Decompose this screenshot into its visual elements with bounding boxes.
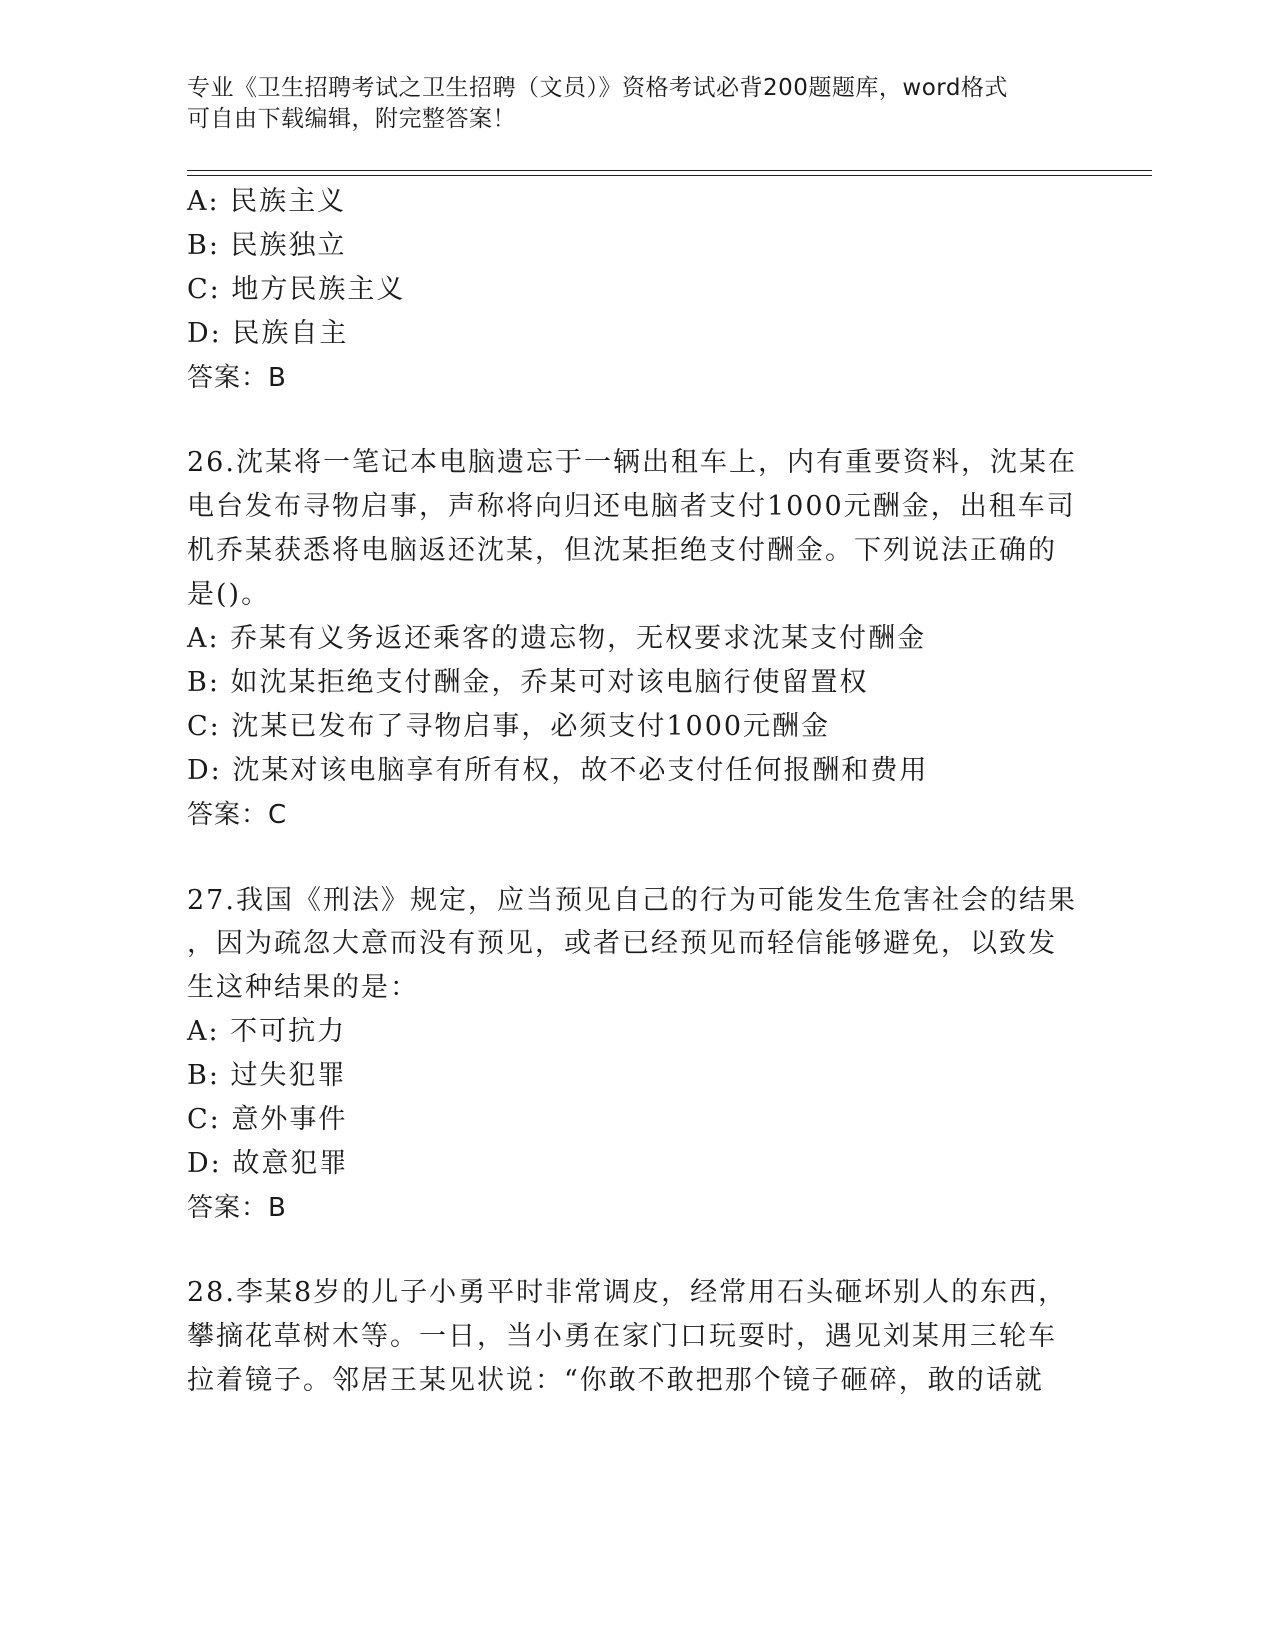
q27-option-c: C: 意外事件: [187, 1104, 348, 1135]
q25-option-c: C: 地方民族主义: [187, 274, 406, 305]
q27-stem-line-3: 生这种结果的是：: [187, 972, 419, 1003]
header-divider-top: [187, 170, 1152, 171]
header-divider-bottom: [187, 175, 1152, 176]
q28-stem-line-3: 拉着镜子。邻居王某见状说：“你敢不敢把那个镜子砸碎，敢的话就: [187, 1365, 1044, 1396]
q25-option-d: D: 民族自主: [187, 318, 349, 349]
q26-stem-line-2: 电台发布寻物启事，声称将向归还电脑者支付1000元酬金，出租车司: [187, 491, 1076, 522]
q28-stem-line-1: 28.李某8岁的儿子小勇平时非常调皮，经常用石头砸坏别人的东西，: [187, 1277, 1068, 1308]
q27-answer: 答案：B: [187, 1193, 287, 1223]
q26-answer: 答案：C: [187, 800, 288, 830]
q26-option-a: A: 乔某有义务返还乘客的遗忘物，无权要求沈某支付酬金: [187, 623, 927, 654]
q25-option-b: B: 民族独立: [187, 230, 347, 261]
q28-stem-line-2: 攀摘花草树木等。一日，当小勇在家门口玩耍时，遇见刘某用三轮车: [187, 1321, 1057, 1352]
q27-option-d: D: 故意犯罪: [187, 1148, 349, 1179]
q26-stem-line-4: 是()。: [187, 579, 271, 610]
q25-option-a: A: 民族主义: [187, 186, 347, 217]
q26-option-d: D: 沈某对该电脑享有所有权，故不必支付任何报酬和费用: [187, 755, 929, 786]
document-title-line-1: 专业《卫生招聘考试之卫生招聘（文员）》资格考试必背200题题库，word格式: [187, 75, 1008, 101]
q26-stem-line-3: 机乔某获悉将电脑返还沈某，但沈某拒绝支付酬金。下列说法正确的: [187, 535, 1057, 566]
q26-stem-line-1: 26.沈某将一笔记本电脑遗忘于一辆出租车上，内有重要资料，沈某在: [187, 447, 1077, 478]
q25-answer: 答案：B: [187, 363, 287, 393]
q26-option-c: C: 沈某已发布了寻物启事，必须支付1000元酬金: [187, 711, 831, 742]
document-title-line-2: 可自由下载编辑，附完整答案！: [187, 106, 516, 132]
q27-option-a: A: 不可抗力: [187, 1016, 347, 1047]
q26-option-b: B: 如沈某拒绝支付酬金，乔某可对该电脑行使留置权: [187, 667, 869, 698]
q27-stem-line-2: ，因为疏忽大意而没有预见，或者已经预见而轻信能够避免，以致发: [187, 928, 1057, 959]
q27-option-b: B: 过失犯罪: [187, 1060, 347, 1091]
q27-stem-line-1: 27.我国《刑法》规定，应当预见自己的行为可能发生危害社会的结果: [187, 885, 1077, 916]
